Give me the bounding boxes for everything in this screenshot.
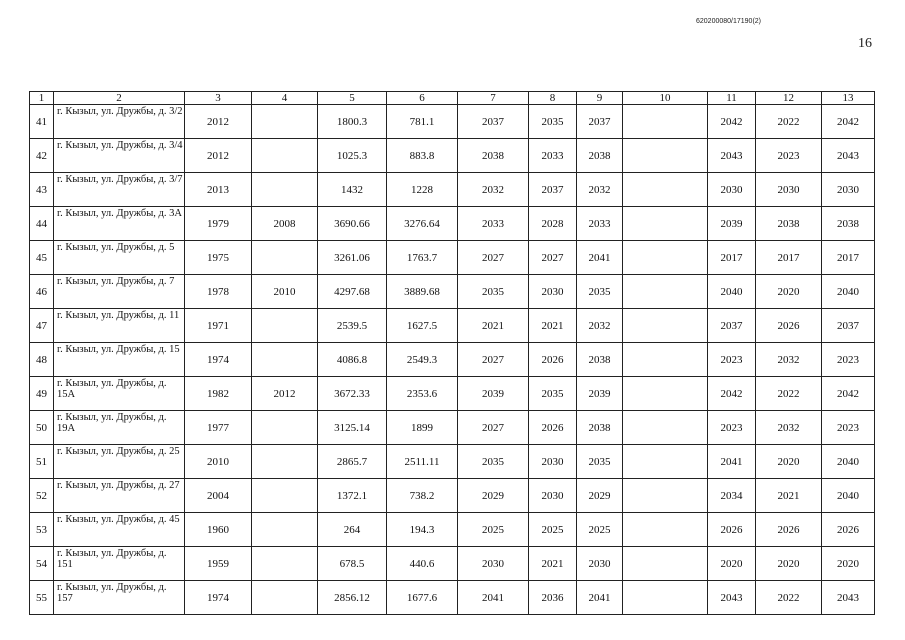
table-cell: 2041	[458, 581, 529, 615]
table-cell: 2040	[822, 445, 875, 479]
table-cell: 51	[30, 445, 54, 479]
table-row	[30, 105, 875, 139]
table-cell	[623, 377, 708, 411]
table-cell: 44	[30, 207, 54, 241]
table-cell: 2004	[185, 479, 252, 513]
table-row	[30, 241, 875, 275]
table-cell: 2022	[756, 581, 822, 615]
table-cell	[252, 139, 318, 173]
table-cell	[623, 581, 708, 615]
table-cell: 2043	[822, 581, 875, 615]
table-cell: 3672.33	[318, 377, 387, 411]
column-header: 7	[458, 92, 529, 105]
table-cell: 2511.11	[387, 445, 458, 479]
table-row	[30, 445, 875, 479]
table-cell: 2023	[822, 343, 875, 377]
table-cell: 1800.3	[318, 105, 387, 139]
table-cell: 2020	[756, 445, 822, 479]
table-cell: 2040	[822, 275, 875, 309]
table-cell: 1228	[387, 173, 458, 207]
table-cell: 2043	[708, 581, 756, 615]
column-header: 10	[623, 92, 708, 105]
column-header: 4	[252, 92, 318, 105]
table-cell: 2038	[458, 139, 529, 173]
table-cell	[623, 309, 708, 343]
address-cell: г. Кызыл, ул. Дружбы, д. 11	[54, 309, 185, 343]
table-cell: 2039	[708, 207, 756, 241]
table-cell: 1982	[185, 377, 252, 411]
table-cell: 2037	[708, 309, 756, 343]
table-cell: 54	[30, 547, 54, 581]
column-header: 11	[708, 92, 756, 105]
table-cell: 52	[30, 479, 54, 513]
table-cell: 2022	[756, 377, 822, 411]
table-cell: 2035	[529, 377, 577, 411]
table-cell: 43	[30, 173, 54, 207]
table-cell: 2037	[458, 105, 529, 139]
table-cell: 2856.12	[318, 581, 387, 615]
table-cell: 1372.1	[318, 479, 387, 513]
table-cell: 2039	[577, 377, 623, 411]
table-cell: 2020	[756, 547, 822, 581]
table-cell	[252, 173, 318, 207]
table-cell: 45	[30, 241, 54, 275]
table-cell: 2039	[458, 377, 529, 411]
table-cell: 2021	[529, 309, 577, 343]
table-cell: 2027	[458, 241, 529, 275]
column-header: 9	[577, 92, 623, 105]
table-cell: 2033	[458, 207, 529, 241]
table-row	[30, 479, 875, 513]
table-cell: 2033	[529, 139, 577, 173]
table-cell: 2010	[185, 445, 252, 479]
table-cell: 3889.68	[387, 275, 458, 309]
table-cell: 2038	[577, 343, 623, 377]
table-cell	[252, 411, 318, 445]
table-cell	[252, 343, 318, 377]
table-cell: 2023	[822, 411, 875, 445]
table-row	[30, 581, 875, 615]
column-header: 1	[30, 92, 54, 105]
table-cell: 2008	[252, 207, 318, 241]
table-body	[30, 105, 875, 615]
table-row	[30, 513, 875, 547]
table-cell: 46	[30, 275, 54, 309]
table-cell	[252, 513, 318, 547]
address-cell: г. Кызыл, ул. Дружбы, д. 3/7	[54, 173, 185, 207]
table-cell: 2028	[529, 207, 577, 241]
table-cell	[252, 241, 318, 275]
column-header: 5	[318, 92, 387, 105]
table-cell	[623, 139, 708, 173]
column-header: 8	[529, 92, 577, 105]
table-cell: 1959	[185, 547, 252, 581]
table-cell: 2032	[458, 173, 529, 207]
table-cell: 2023	[708, 411, 756, 445]
table-cell	[252, 581, 318, 615]
table-cell: 2023	[756, 139, 822, 173]
table-cell: 2035	[577, 445, 623, 479]
table-cell: 1977	[185, 411, 252, 445]
table-cell: 2012	[252, 377, 318, 411]
table-cell: 1899	[387, 411, 458, 445]
table-cell: 2032	[577, 309, 623, 343]
address-cell: г. Кызыл, ул. Дружбы, д. 157	[54, 581, 185, 615]
table-cell: 1979	[185, 207, 252, 241]
table-cell: 2023	[708, 343, 756, 377]
table-cell: 2041	[577, 241, 623, 275]
table-cell: 194.3	[387, 513, 458, 547]
table-cell: 2013	[185, 173, 252, 207]
table-cell: 2042	[822, 377, 875, 411]
table-cell: 50	[30, 411, 54, 445]
table-header-row	[30, 92, 875, 105]
table-cell: 3690.66	[318, 207, 387, 241]
table-cell: 2026	[708, 513, 756, 547]
table-cell: 1763.7	[387, 241, 458, 275]
table-cell: 781.1	[387, 105, 458, 139]
table-cell: 2017	[822, 241, 875, 275]
housing-table	[29, 91, 875, 615]
table-cell: 3276.64	[387, 207, 458, 241]
table-cell: 2022	[756, 105, 822, 139]
table-cell	[623, 445, 708, 479]
table-cell: 2030	[529, 275, 577, 309]
table-cell	[623, 411, 708, 445]
table-cell: 2043	[708, 139, 756, 173]
table-cell: 2037	[822, 309, 875, 343]
table-cell: 2030	[529, 445, 577, 479]
table-cell: 2035	[458, 445, 529, 479]
table-cell: 2026	[529, 411, 577, 445]
table-cell: 2020	[708, 547, 756, 581]
address-cell: г. Кызыл, ул. Дружбы, д. 45	[54, 513, 185, 547]
table-cell: 2020	[756, 275, 822, 309]
table-cell: 2041	[708, 445, 756, 479]
table-cell: 2025	[577, 513, 623, 547]
table-cell: 2539.5	[318, 309, 387, 343]
table-cell: 2030	[577, 547, 623, 581]
table-cell: 4297.68	[318, 275, 387, 309]
table-cell: 2030	[822, 173, 875, 207]
address-cell: г. Кызыл, ул. Дружбы, д. 25	[54, 445, 185, 479]
table-cell: 2029	[458, 479, 529, 513]
table-row	[30, 173, 875, 207]
table-cell: 2021	[756, 479, 822, 513]
table-cell	[623, 343, 708, 377]
table-cell	[623, 105, 708, 139]
column-header: 13	[822, 92, 875, 105]
table-cell: 2026	[822, 513, 875, 547]
table-cell: 2036	[529, 581, 577, 615]
table-cell: 2037	[529, 173, 577, 207]
table-cell: 2042	[708, 377, 756, 411]
address-cell: г. Кызыл, ул. Дружбы, д. 15	[54, 343, 185, 377]
table-row	[30, 207, 875, 241]
table-cell	[252, 105, 318, 139]
table-cell: 3125.14	[318, 411, 387, 445]
table-cell: 3261.06	[318, 241, 387, 275]
table-cell: 2035	[577, 275, 623, 309]
table-cell: 2041	[577, 581, 623, 615]
table-cell: 738.2	[387, 479, 458, 513]
table-cell: 41	[30, 105, 54, 139]
table-cell: 2038	[577, 411, 623, 445]
table-cell: 2040	[822, 479, 875, 513]
table-cell: 2043	[822, 139, 875, 173]
table-cell: 2020	[822, 547, 875, 581]
table-cell	[623, 479, 708, 513]
table-cell: 2012	[185, 139, 252, 173]
table-cell: 2032	[756, 411, 822, 445]
table-cell: 678.5	[318, 547, 387, 581]
table-cell: 2038	[756, 207, 822, 241]
table-cell: 2037	[577, 105, 623, 139]
table-row	[30, 547, 875, 581]
table-cell: 42	[30, 139, 54, 173]
table-cell: 2017	[756, 241, 822, 275]
table-cell: 2027	[458, 411, 529, 445]
address-cell: г. Кызыл, ул. Дружбы, д. 3/4	[54, 139, 185, 173]
table-cell: 2012	[185, 105, 252, 139]
table-cell: 2030	[708, 173, 756, 207]
table-cell: 2030	[756, 173, 822, 207]
table-cell	[252, 547, 318, 581]
table-cell: 2032	[577, 173, 623, 207]
table-cell	[623, 207, 708, 241]
table-cell: 48	[30, 343, 54, 377]
address-cell: г. Кызыл, ул. Дружбы, д. 7	[54, 275, 185, 309]
table-cell	[252, 309, 318, 343]
table-cell: 2026	[756, 309, 822, 343]
table-row	[30, 309, 875, 343]
table-cell: 55	[30, 581, 54, 615]
table-cell: 2025	[458, 513, 529, 547]
table-cell: 2033	[577, 207, 623, 241]
table-cell: 2029	[577, 479, 623, 513]
table-cell: 1978	[185, 275, 252, 309]
table-cell: 2026	[756, 513, 822, 547]
table-cell: 2549.3	[387, 343, 458, 377]
table-cell: 1975	[185, 241, 252, 275]
table-cell: 440.6	[387, 547, 458, 581]
table-cell	[623, 513, 708, 547]
address-cell: г. Кызыл, ул. Дружбы, д. 19А	[54, 411, 185, 445]
address-cell: г. Кызыл, ул. Дружбы, д. 3/2	[54, 105, 185, 139]
table-cell: 2035	[458, 275, 529, 309]
table-cell: 1677.6	[387, 581, 458, 615]
table-cell: 53	[30, 513, 54, 547]
table-cell: 2040	[708, 275, 756, 309]
table-cell: 2025	[529, 513, 577, 547]
table-cell: 1627.5	[387, 309, 458, 343]
address-cell: г. Кызыл, ул. Дружбы, д. 5	[54, 241, 185, 275]
table-cell: 2865.7	[318, 445, 387, 479]
table-row	[30, 275, 875, 309]
table-cell	[252, 479, 318, 513]
table-cell: 47	[30, 309, 54, 343]
address-cell: г. Кызыл, ул. Дружбы, д. 3А	[54, 207, 185, 241]
table-cell: 2042	[708, 105, 756, 139]
column-header: 12	[756, 92, 822, 105]
column-header: 3	[185, 92, 252, 105]
address-cell: г. Кызыл, ул. Дружбы, д. 15А	[54, 377, 185, 411]
table-cell: 2030	[458, 547, 529, 581]
table-cell: 2021	[458, 309, 529, 343]
table-cell: 2035	[529, 105, 577, 139]
table-cell	[623, 547, 708, 581]
table-cell: 883.8	[387, 139, 458, 173]
table-cell	[623, 173, 708, 207]
page-number: 16	[858, 36, 872, 51]
table-cell: 2032	[756, 343, 822, 377]
table-cell: 2027	[458, 343, 529, 377]
table-cell	[623, 275, 708, 309]
table-row	[30, 139, 875, 173]
table-row	[30, 411, 875, 445]
table-cell: 4086.8	[318, 343, 387, 377]
table-cell: 264	[318, 513, 387, 547]
address-cell: г. Кызыл, ул. Дружбы, д. 27	[54, 479, 185, 513]
table-cell: 2027	[529, 241, 577, 275]
table-cell: 49	[30, 377, 54, 411]
table-cell: 1960	[185, 513, 252, 547]
table-cell	[623, 241, 708, 275]
table-cell: 1432	[318, 173, 387, 207]
table-row	[30, 343, 875, 377]
table-cell: 2042	[822, 105, 875, 139]
table-cell: 2026	[529, 343, 577, 377]
table-cell: 1974	[185, 581, 252, 615]
column-header: 2	[54, 92, 185, 105]
table-cell: 2017	[708, 241, 756, 275]
table-cell: 2034	[708, 479, 756, 513]
table-cell: 2038	[577, 139, 623, 173]
table-cell: 2010	[252, 275, 318, 309]
column-header: 6	[387, 92, 458, 105]
table-cell: 2030	[529, 479, 577, 513]
table-cell: 1971	[185, 309, 252, 343]
address-cell: г. Кызыл, ул. Дружбы, д. 151	[54, 547, 185, 581]
table-cell: 1025.3	[318, 139, 387, 173]
table-cell: 2038	[822, 207, 875, 241]
table-row	[30, 377, 875, 411]
table-cell: 1974	[185, 343, 252, 377]
document-code: 620200080/17190(2)	[696, 18, 762, 25]
table-cell: 2353.6	[387, 377, 458, 411]
table-cell: 2021	[529, 547, 577, 581]
table-cell	[252, 445, 318, 479]
